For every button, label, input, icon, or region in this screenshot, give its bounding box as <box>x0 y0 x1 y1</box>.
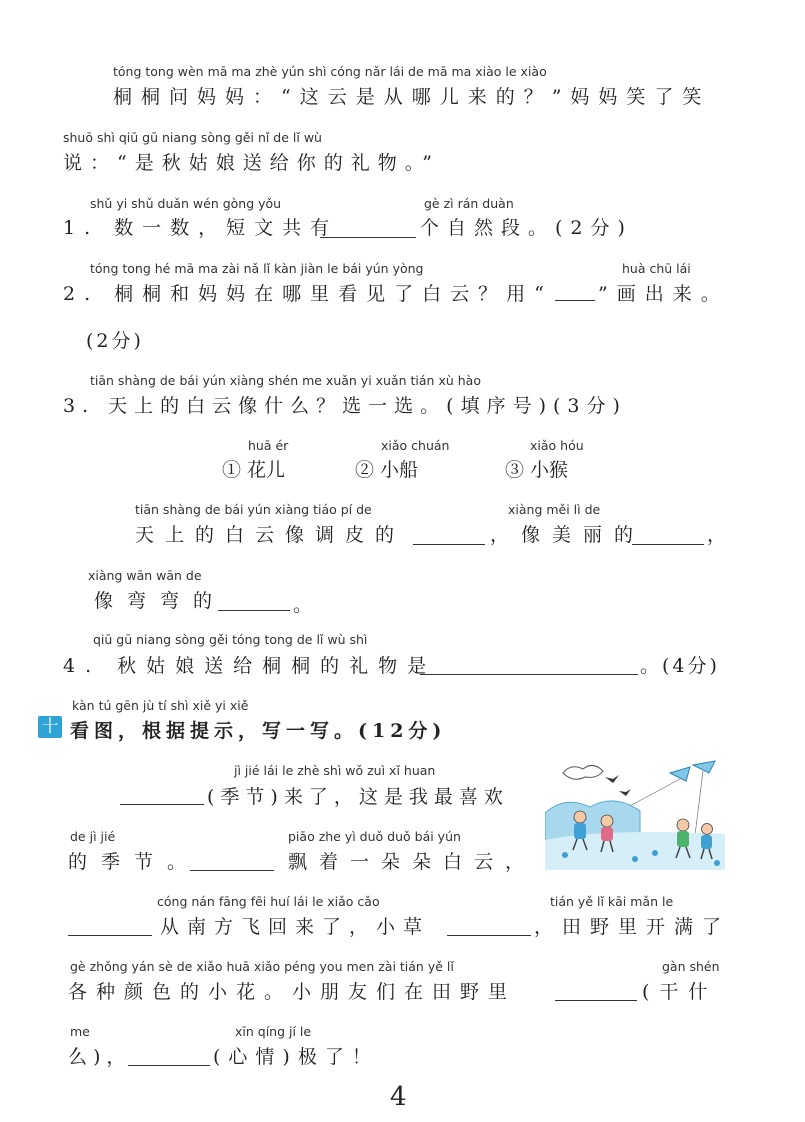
q3-blank-3[interactable] <box>218 609 290 611</box>
writing3-pinyin-a: cóng nán fāng fēi huí lái le xiǎo cǎo <box>157 894 380 909</box>
q1-pinyin-a: shǔ yi shǔ duǎn wén gòng yǒu <box>90 196 282 211</box>
q1-blank[interactable] <box>320 236 416 238</box>
q2-text: 2. 桐桐和妈妈在哪里看见了白云？用“ <box>63 283 553 305</box>
writing-blank-6[interactable] <box>128 1064 210 1066</box>
q3-opt3-pinyin: xiǎo hóu <box>530 438 584 453</box>
q4-score: 。(4分) <box>640 655 720 677</box>
section10-title: 看图，根据提示，写一写。(12分) <box>70 720 447 742</box>
flower-icon <box>562 852 568 858</box>
q3-fill-pinyin-b: xiàng měi lì de <box>508 502 601 517</box>
writing1-text: (季节)来了，这是我最喜欢 <box>207 786 509 808</box>
writing4-text-a: 各种颜色的小花。小朋友们在田野里 <box>68 981 517 1003</box>
writing2-text-a: 的季节。 <box>68 851 201 873</box>
writing-blank-3[interactable] <box>68 934 152 936</box>
q3-option-1[interactable]: ① 花儿 <box>222 459 286 481</box>
q4-text: 4. 秋姑娘送给桐桐的礼物是 <box>63 655 437 677</box>
writing3-text-b: ，田野里开满了 <box>534 916 731 938</box>
spring-scene-illustration <box>545 755 725 870</box>
flower-icon <box>714 860 720 866</box>
flower-icon <box>652 850 658 856</box>
q3-option-3[interactable]: ③ 小猴 <box>505 459 569 481</box>
writing5-pinyin-a: me <box>70 1024 90 1039</box>
writing5-pinyin-b: xīn qíng jí le <box>235 1024 312 1039</box>
q4-pinyin: qiū gū niang sòng gěi tóng tong de lǐ wù shì <box>93 632 368 647</box>
section10-pinyin: kàn tú gēn jù tí shì xiě yi xiě <box>72 698 249 713</box>
para-line2-text: 说：“是秋姑娘送给你的礼物。” <box>63 152 440 174</box>
kite-icon <box>670 767 690 781</box>
q3-fill-end-1: ， <box>707 524 734 546</box>
q3-blank-2[interactable] <box>632 543 704 545</box>
writing-blank-2[interactable] <box>190 869 274 871</box>
q3-blank-1[interactable] <box>413 543 485 545</box>
q3-pinyin: tiān shàng de bái yún xiàng shén me xuǎn yi xuǎn tián xù hào <box>90 373 481 388</box>
writing4-pinyin-b: gàn shén <box>662 959 720 974</box>
bird-icon <box>619 789 631 796</box>
writing3-pinyin-b: tián yě lǐ kāi mǎn le <box>550 894 674 909</box>
page-number: 4 <box>390 1082 407 1112</box>
writing2-pinyin-a: de jì jié <box>70 829 116 844</box>
writing5-text-b: (心情)极了！ <box>213 1046 379 1068</box>
writing-blank-5[interactable] <box>555 999 637 1001</box>
writing1-pinyin: jì jié lái le zhè shì wǒ zuì xǐ huan <box>234 763 436 778</box>
writing-blank-4[interactable] <box>447 934 531 936</box>
writing2-pinyin-b: piāo zhe yì duǒ duǒ bái yún <box>288 829 461 844</box>
q3-opt1-pinyin: huā ér <box>248 438 289 453</box>
q2-pinyin-b: huà chū lái <box>622 261 691 276</box>
q3-fill-line2-text: 像弯弯的 <box>94 590 227 612</box>
para-line1-text: 桐桐问妈妈：“这云是从哪儿来的？”妈妈笑了笑 <box>113 86 711 108</box>
q2-score: (2分) <box>86 330 144 352</box>
q3-fill-text-b: ，像美丽的 <box>490 524 646 546</box>
writing2-text-b: 飘着一朵朵白云， <box>288 851 537 873</box>
q3-text: 3. 天上的白云像什么？选一选。(填序号)(3分) <box>63 395 627 417</box>
cloud-shape <box>563 765 603 779</box>
writing3-text-a: 从南方飞回来了，小草 <box>160 916 431 938</box>
bird-icon <box>605 775 619 783</box>
writing-blank-1[interactable] <box>120 803 204 805</box>
q3-fill-pinyin-a: tiān shàng de bái yún xiàng tiáo pí de <box>135 502 372 517</box>
q2-pinyin: tóng tong hé mā ma zài nǎ lǐ kàn jiàn le bái yún yòng <box>90 261 424 276</box>
para-line2-pinyin: shuō shì qiū gū niang sòng gěi nǐ de lǐ wù <box>63 130 322 145</box>
q3-option-2[interactable]: ② 小船 <box>355 459 419 481</box>
q3-fill-end-2: 。 <box>293 594 320 616</box>
writing5-text-a: 么)， <box>68 1046 132 1068</box>
writing4-pinyin-a: gè zhǒng yán sè de xiǎo huā xiǎo péng you men zài tián yě lǐ <box>70 959 454 974</box>
para-line1-pinyin: tóng tong wèn mā ma zhè yún shì cóng nǎr lái de mā ma xiào le xiào <box>113 64 547 79</box>
q3-fill-text-a: 天上的白云像调皮的 <box>135 524 406 546</box>
flower-icon <box>632 856 638 862</box>
q1-pinyin-b: gè zì rán duàn <box>424 196 514 211</box>
q3-opt2-pinyin: xiǎo chuán <box>381 438 450 453</box>
section-number-badge: 十 <box>38 716 62 738</box>
q2-blank[interactable] <box>555 299 595 301</box>
q2-text-b: ”画出来。 <box>598 283 729 305</box>
q1-text-a: 1. 数一数，短文共有 <box>63 217 339 239</box>
q4-blank[interactable] <box>420 673 638 675</box>
writing4-text-b: (干什 <box>642 981 718 1003</box>
kite-icon <box>693 761 715 773</box>
q3-fill-line2-pinyin: xiàng wān wān de <box>88 568 202 583</box>
q1-text-b: 个自然段。(2分) <box>420 217 633 239</box>
field-shape <box>545 832 725 870</box>
